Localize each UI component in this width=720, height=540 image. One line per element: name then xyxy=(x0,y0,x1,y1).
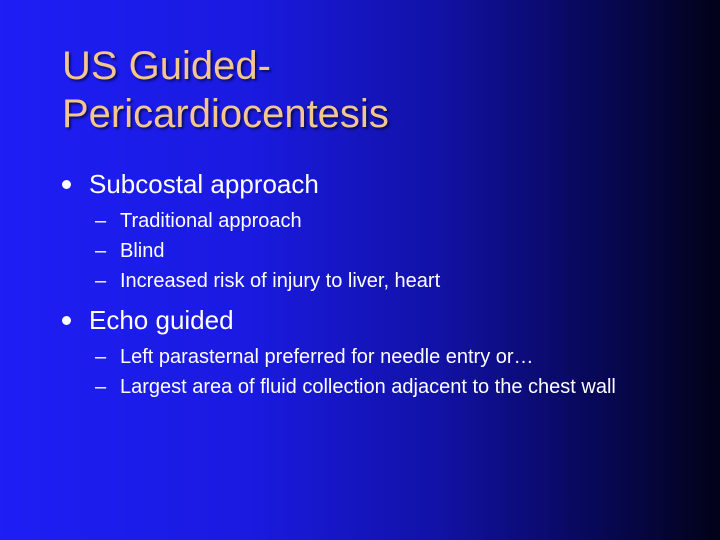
sub-bullet xyxy=(62,236,662,266)
sub-bullet xyxy=(62,266,662,296)
title-line-1: US Guided- xyxy=(62,44,271,88)
slide-content xyxy=(62,166,662,408)
dash-icon: – xyxy=(95,376,107,398)
sub-bullet-text: Blind xyxy=(120,240,165,262)
sub-bullet xyxy=(62,342,662,372)
sub-bullet-text: Left parasternal preferred for needle entry or… xyxy=(120,346,534,368)
sub-bullet-text: Largest area of fluid collection adjacent to the chest wall xyxy=(120,376,616,398)
bullet-dot-icon xyxy=(62,180,71,189)
bullet-text: Echo guided xyxy=(89,305,234,335)
bullet-subcostal-approach xyxy=(62,166,662,202)
dash-icon: – xyxy=(95,210,107,232)
sub-bullet-list xyxy=(62,206,662,296)
bullet-text: Subcostal approach xyxy=(89,169,319,199)
sub-bullet xyxy=(62,372,665,402)
slide-title xyxy=(62,42,682,138)
dash-icon: – xyxy=(95,270,107,292)
bullet-dot-icon xyxy=(62,316,71,325)
sub-bullet-text: Increased risk of injury to liver, heart xyxy=(120,270,441,292)
sub-bullet xyxy=(62,206,662,236)
title-line-2: Pericardiocentesis xyxy=(62,92,389,136)
sub-bullet-list xyxy=(62,342,662,402)
dash-icon: – xyxy=(95,346,107,368)
dash-icon: – xyxy=(95,240,107,262)
sub-bullet-text: Traditional approach xyxy=(120,210,302,232)
bullet-echo-guided xyxy=(62,302,662,338)
